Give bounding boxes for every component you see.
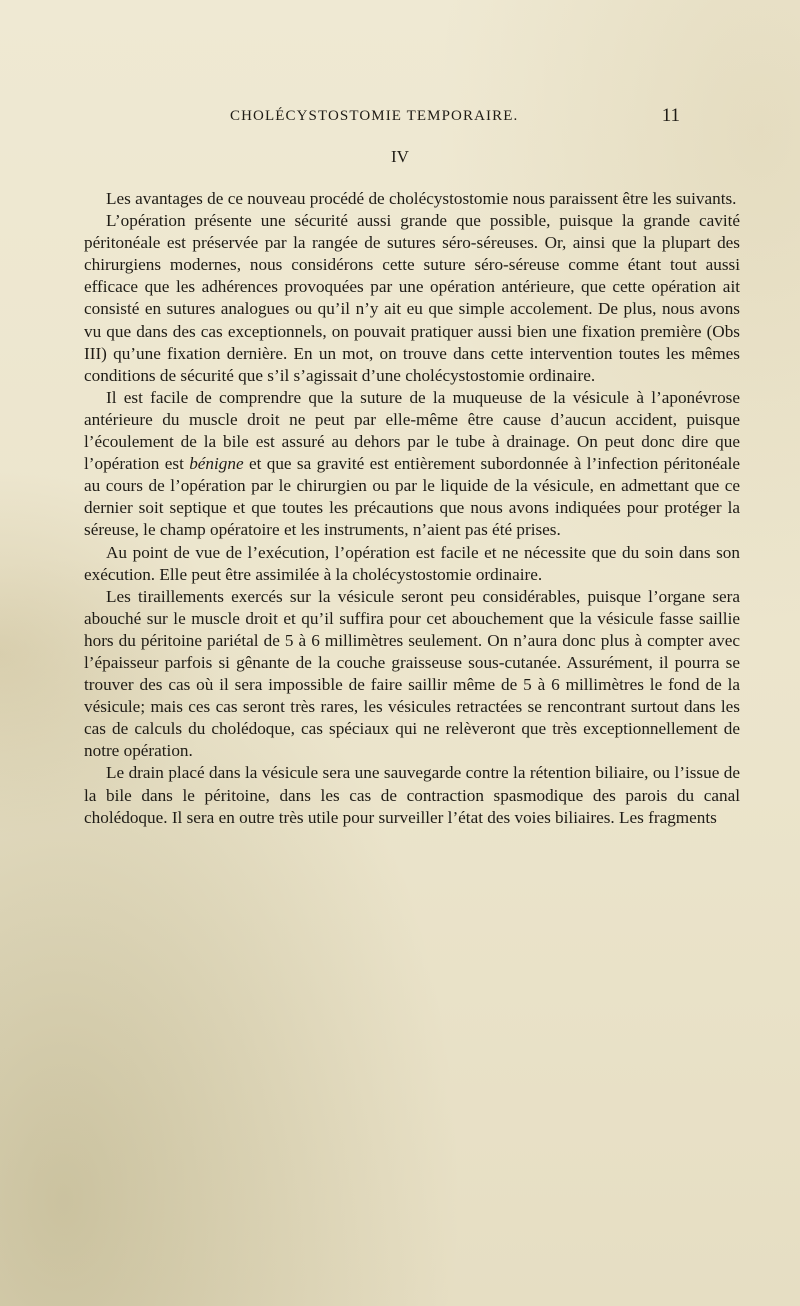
paragraph-benign bbox=[84, 387, 740, 542]
paragraph-benign-after: et que sa gravité est entièrement subordonnée à l’infection péritonéale au cours de l’opération par le chirurgien ou par le liquide de la vésicule, en admettant que ce dernier soit septique et que toutes les précautions que nous avons indiquées pour protéger la séreuse, le champ opératoire et les instruments, n’aient pas été prises. bbox=[84, 454, 740, 540]
paragraph-tension: Les tiraillements exercés sur la vésicule seront peu considérables, puisque l’organe sera abouché sur le muscle droit et qu’il suffira pour cet abouchement que la vésicule fasse saillie hors du péritoine pariétal de 5 à 6 millimètres seulement. On n’aura donc plus à compter avec l’épaisseur parfois si gênante de la couche graisseuse sous-cutanée. Assurément, il pourra se trouver des cas où il sera impossible de faire saillir même de 5 à 6 millimètres le fond de la vésicule; mais ces cas seront très rares, les vésicules retractées se rencontrant surtout dans les cas de calculs du cholédoque, cas spéciaux qui ne relèveront que très exceptionnellement de notre opération. bbox=[84, 586, 740, 761]
paragraph-execution: Au point de vue de l’exécution, l’opération est facile et ne nécessite que du soin dans son exécution. Elle peut être assimilée à la cholécystostomie ordinaire. bbox=[84, 542, 740, 584]
running-head: CHOLÉCYSTOSTOMIE TEMPORAIRE. bbox=[230, 108, 519, 124]
page-number: 11 bbox=[661, 105, 680, 126]
page-header bbox=[230, 105, 680, 134]
paragraph-benign-before: Il est facile de comprendre que la suture de la muqueuse de la vésicule à l’aponévrose antérieure du muscle droit ne peut par elle-même être cause d’aucun accident, puisque l’écoulement de la bile est assuré au dehors par le tube à drainage. On peut donc dire que l’opération est bbox=[84, 387, 740, 474]
paragraph-drain: Le drain placé dans la vésicule sera une sauvegarde contre la rétention biliaire, ou l’issue de la bile dans le péritoine, dans les cas de contraction spasmodique des parois du canal cholédoque. Il sera en outre très utile pour surveiller l’état des voies biliaires. Les fragments bbox=[84, 763, 740, 827]
body-text bbox=[84, 188, 740, 829]
emphasis-benigne: bénigne bbox=[189, 454, 244, 474]
paragraph-advantages: Les avantages de ce nouveau procédé de cholécystostomie nous paraissent être les suivants. bbox=[106, 189, 737, 208]
paragraph-security: L’opération présente une sécurité aussi grande que possible, puisque la grande cavité péritonéale est préservée par la rangée de sutures séro-séreuses. Or, ainsi que la plupart des chirurgiens modernes, nous considérons cette suture séro-séreuse comme étant tout aussi efficace que les adhérences provoquées par une opération antérieure, que cette opération ait consisté en sutures analogues ou qu’il n’y ait eu que simple accolement. De plus, nous avons vu que dans des cas exceptionnels, on pouvait pratiquer aussi bien une fixation première (Obs III) qu’une fixation dernière. En un mot, on trouve dans cette intervention toutes les mêmes conditions de sécurité que s’il s’agissait d’une cholécystostomie ordinaire. bbox=[84, 211, 740, 385]
section-number: IV bbox=[391, 147, 409, 166]
